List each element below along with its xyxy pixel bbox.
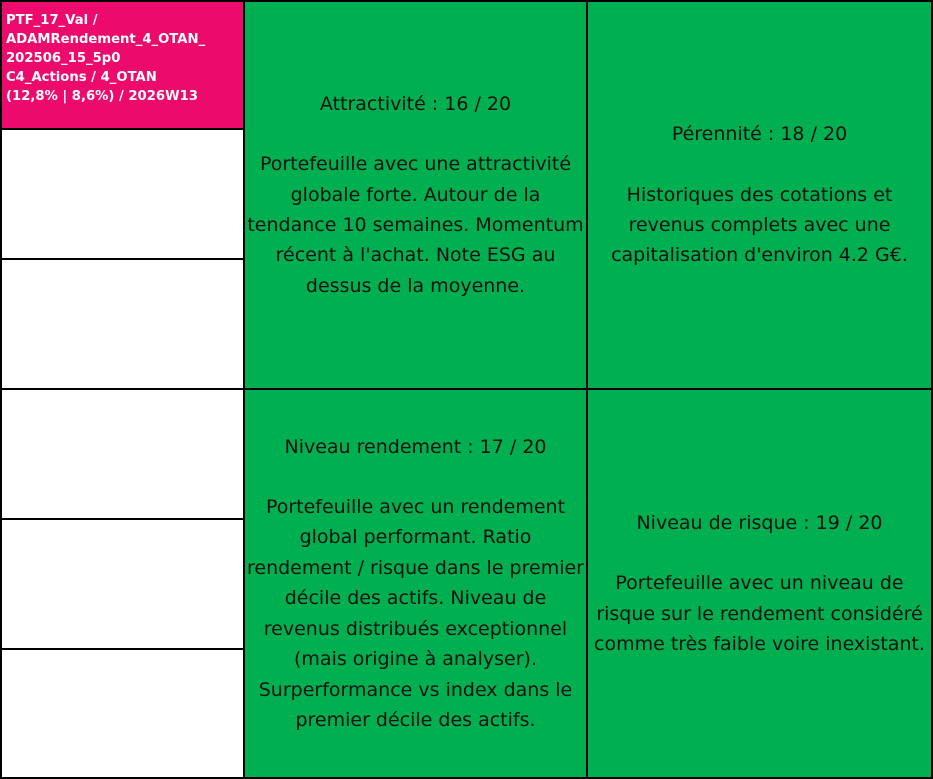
empty-cell <box>0 518 245 650</box>
perennite-card <box>586 0 933 390</box>
rendement-description: Portefeuille avec un rendement global performant. Ratio rendement / risque dans le premier décile des actifs. Niveau de revenus distribués exceptionnel (mais origine à analyser). Surperformance vs index dans le premier décile des actifs. <box>247 496 584 731</box>
risque-description: Portefeuille avec un niveau de risque sur le rendement considéré comme très faible voire inexistant. <box>594 572 925 655</box>
attractivite-title: Attractivité : 16 / 20 <box>319 92 512 115</box>
empty-cell <box>0 388 245 520</box>
attractivite-description: Portefeuille avec une attractivité globale forte. Autour de la tendance 10 semaines. Momentum récent à l'achat. Note ESG au dessus de la moyenne. <box>247 153 584 297</box>
empty-cell <box>0 128 245 260</box>
attractivite-card <box>243 0 588 390</box>
risque-card <box>586 388 933 779</box>
perennite-description: Historiques des cotations et revenus complets avec une capitalisation d'environ 4.2 G€. <box>611 183 908 267</box>
portfolio-identifier-cell: PTF_17_Val / ADAMRendement_4_OTAN_ 202506_15_5p0 C4_Actions / 4_OTAN (12,8% | 8,6%) / 2026W13 <box>0 0 245 130</box>
risque-title: Niveau de risque : 19 / 20 <box>636 511 883 534</box>
perennite-title: Pérennité : 18 / 20 <box>671 123 848 146</box>
rendement-card <box>243 388 588 779</box>
rendement-title: Niveau rendement : 17 / 20 <box>284 435 547 458</box>
empty-cell <box>0 648 245 779</box>
empty-cell <box>0 258 245 390</box>
